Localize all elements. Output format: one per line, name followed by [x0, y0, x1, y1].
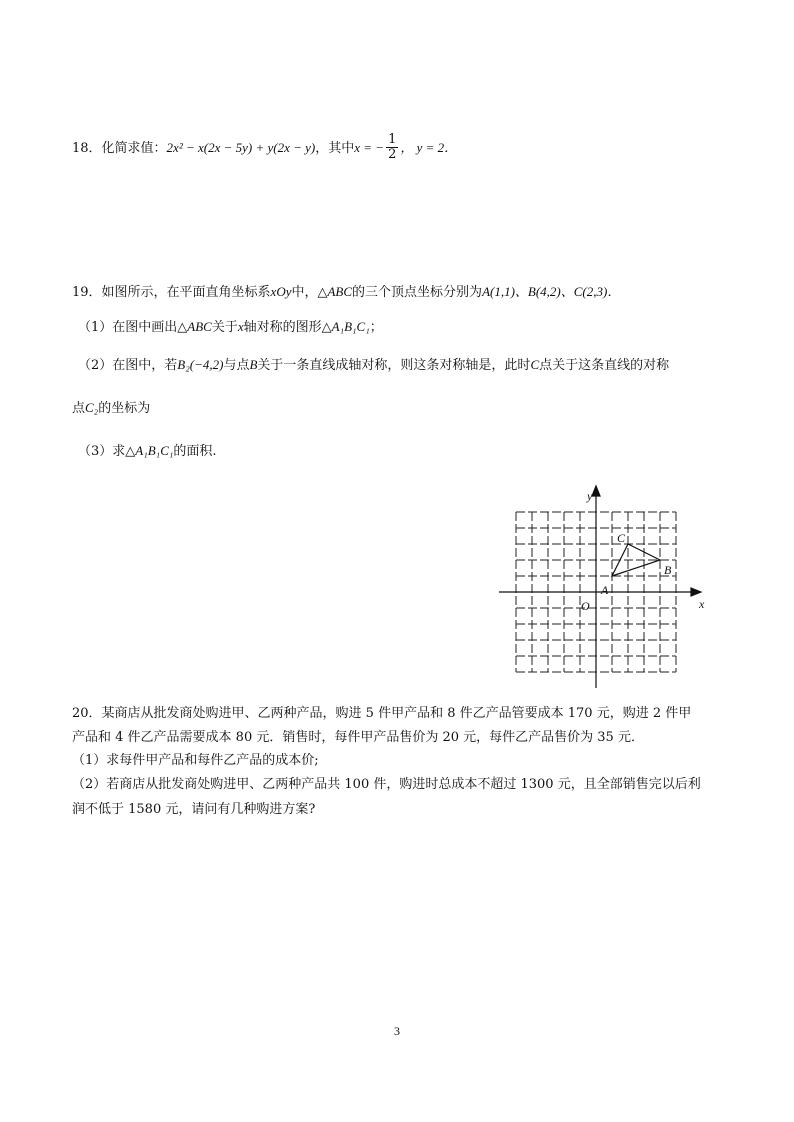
q19-p2-c: 关于一条直线成轴对称，则这条对称轴是 [257, 358, 492, 373]
q19-intro-tri: ABC [327, 284, 353, 299]
x-axis-arrow [691, 588, 701, 596]
page-number: 3 [394, 1024, 400, 1038]
q19-p2-B: B [249, 357, 258, 372]
q19-p3-a: （3）求△ [78, 444, 136, 459]
q19-p1-tri2: A₁B₁C₁ [331, 319, 370, 334]
q20-line-3: （1）求每件甲产品和每件乙产品的成本价; [72, 753, 319, 768]
q19-p2-g: 的坐标为 [98, 401, 151, 416]
q19-p2-a: （2）在图中，若 [78, 358, 178, 373]
q19-p1-tri: ABC [187, 319, 212, 334]
point-c-label: C [617, 531, 626, 545]
q19-p2-b: 与点 [223, 358, 250, 373]
q19-p1-a: （1）在图中画出△ [78, 320, 188, 335]
q19-intro-c: 的三个顶点坐标分别为 [352, 285, 483, 300]
q19-part2-cont [72, 399, 150, 418]
q18-y-eq: ， y = 2． [400, 140, 458, 155]
q18-mid: ，其中 [315, 141, 355, 156]
q19-p2-b2: B₂(−4,2) [177, 357, 224, 372]
y-axis-label: y [587, 489, 593, 503]
q20-line-5: 润不低于 1580 元，请问有几种购进方案? [72, 802, 316, 817]
q19-p1-x: x [237, 319, 244, 334]
q19-points: A(1,1)、B(4,2)、C(2,3)． [482, 284, 621, 299]
q19-p2-f: 点 [72, 401, 86, 416]
q19-p2-e: 点关于这条直线的对称 [539, 358, 670, 373]
q19-p2-C: C [530, 357, 540, 372]
x-axis-label: x [699, 597, 705, 611]
q18-label: 18．化简求值： [72, 141, 167, 156]
q19-intro-b: 中，△ [291, 285, 328, 300]
point-b-label: B [664, 563, 672, 577]
q19-p1-c: 轴对称的图形△ [243, 320, 332, 335]
q20-line-2: 产品和 4 件乙产品需要成本 80 元．销售时，每件甲产品售价为 20 元，每件乙产品售价为 35 元． [72, 730, 644, 745]
coordinate-grid-figure [495, 484, 710, 690]
q18-line [72, 134, 457, 163]
origin-label: O [581, 599, 590, 613]
q19-intro-var: xOy [270, 284, 292, 299]
q19-p1-d: ； [369, 320, 383, 335]
q19-p3-b: 的面积. [173, 444, 217, 459]
q19-part3 [78, 442, 217, 461]
q20-line-1: 20．某商店从批发商处购进甲、乙两种产品，购进 5 件甲产品和 8 件乙产品管要成本 170 元，购进 2 件甲 [72, 706, 692, 721]
axes [499, 486, 701, 688]
q19-intro [72, 283, 620, 302]
y-axis-arrow [592, 486, 600, 496]
q18-frac-num: 1 [388, 132, 397, 147]
point-a-label: A [601, 583, 609, 597]
q19-p1-b: 关于 [211, 320, 238, 335]
q19-p3-tri: A₁B₁C₁ [135, 443, 174, 458]
q18-frac-den: 2 [388, 147, 397, 162]
q19-part1 [78, 318, 383, 337]
q19-intro-a: 19．如图所示，在平面直角坐标系 [72, 285, 271, 300]
q19-part2 [78, 356, 669, 375]
q18-x-eq: x = − [354, 140, 385, 155]
q19-p2-C2: C₂ [85, 400, 99, 415]
q18-expression: 2x² − x(2x − 5y) + y(2x − y) [166, 140, 316, 155]
q19-p2-d: ，此时 [491, 358, 531, 373]
q20-line-4: （2）若商店从批发商处购进甲、乙两种产品共 100 件，购进时总成本不超过 1300 元，且全部销售完以后利 [72, 777, 701, 792]
q18-fraction [386, 133, 398, 162]
